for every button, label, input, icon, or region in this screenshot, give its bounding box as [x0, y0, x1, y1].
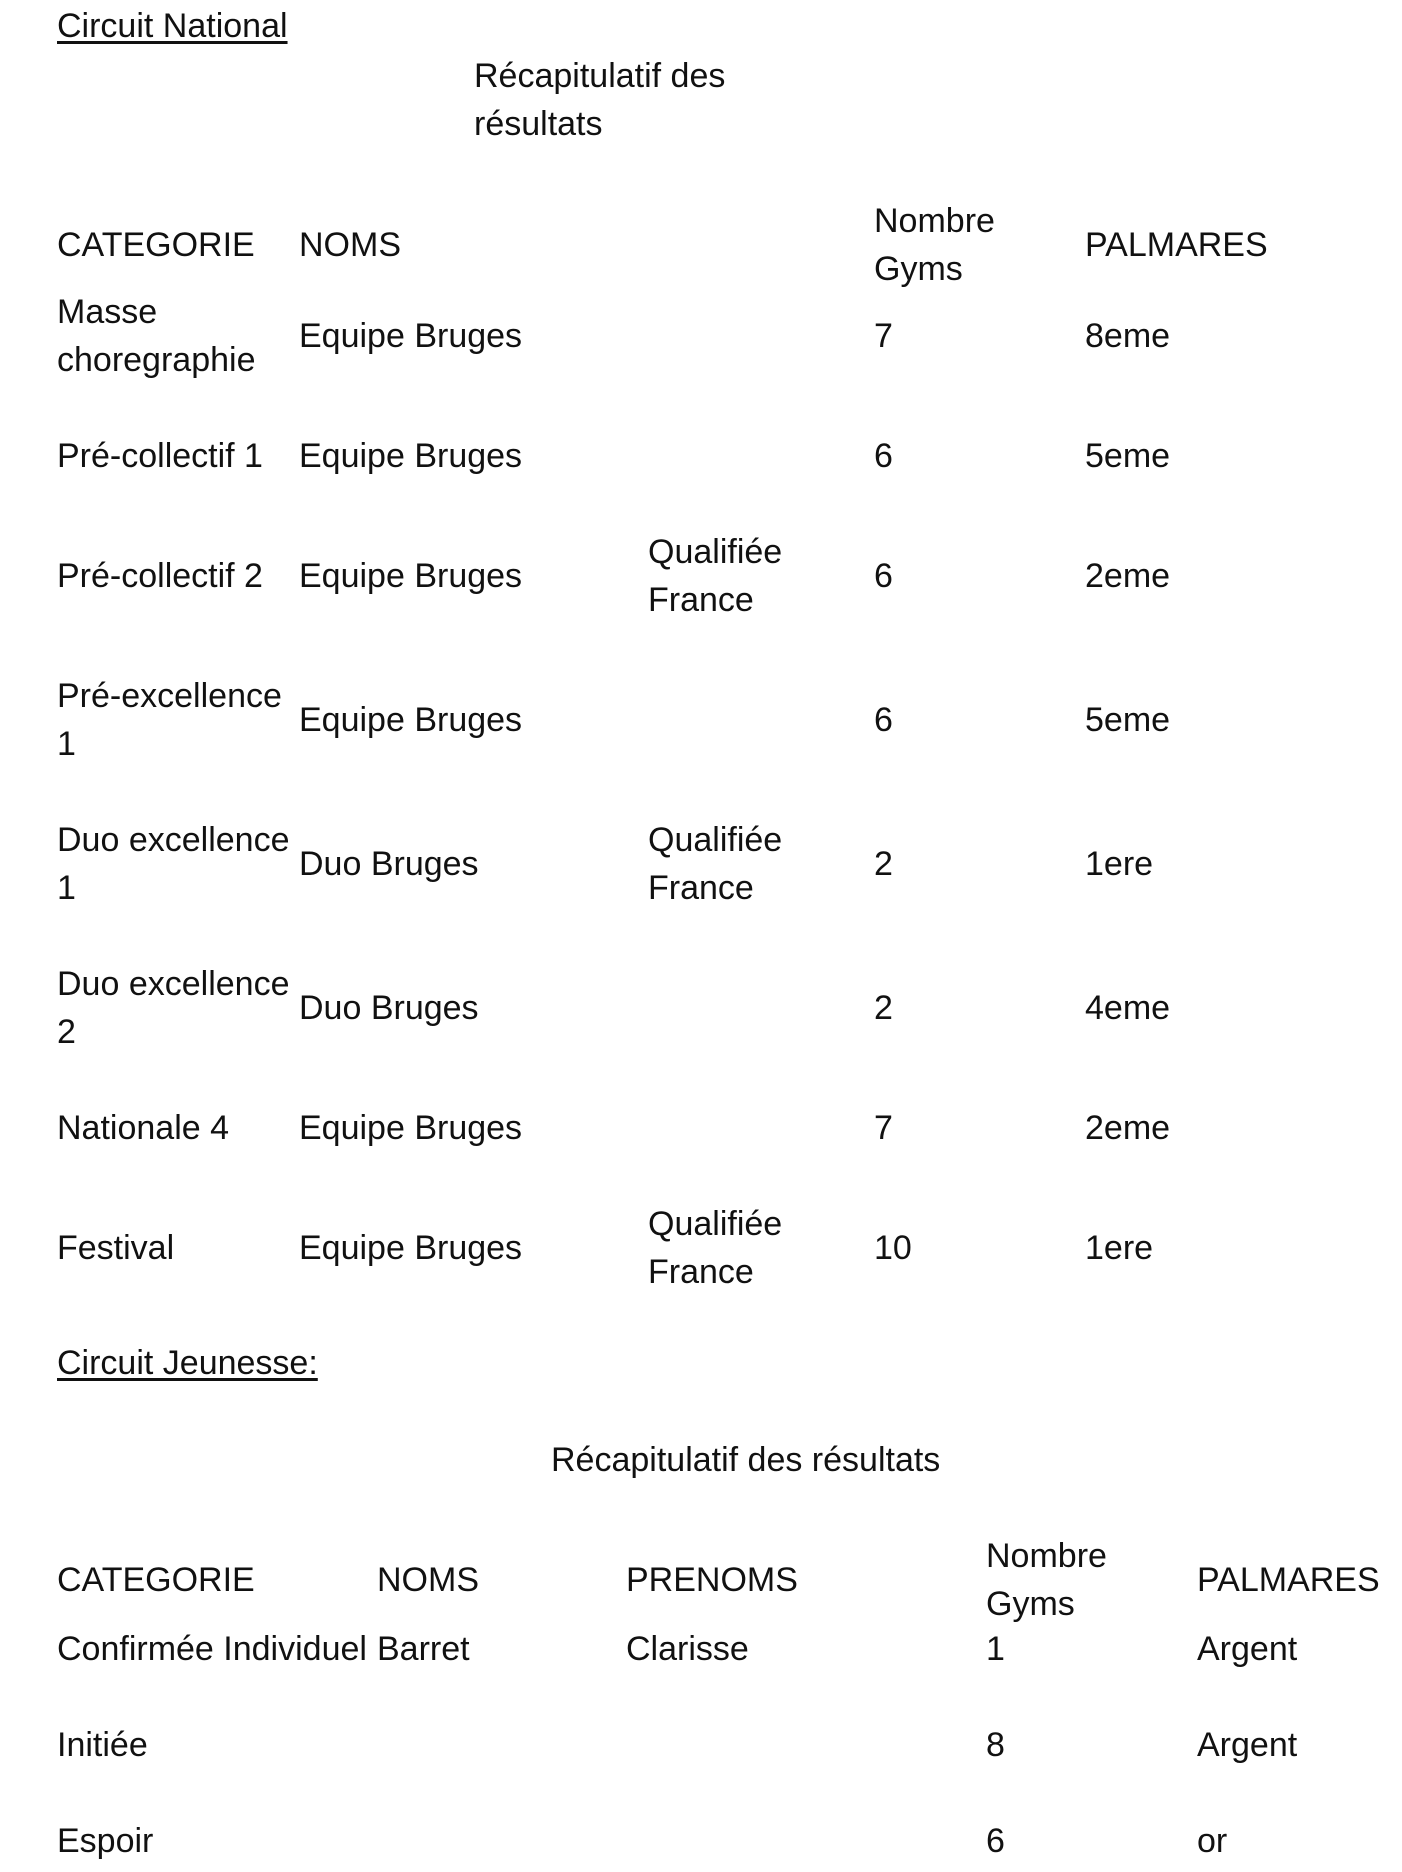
row-nombre: 6 — [874, 557, 893, 595]
row-palmares: Argent — [1197, 1726, 1298, 1764]
jeunesse-header-palmares: PALMARES — [1197, 1561, 1380, 1599]
national-header-nombre-line1: Nombre — [874, 202, 995, 240]
row-nom: Equipe Bruges — [299, 557, 523, 595]
jeunesse-header-nombre-line2: Gyms — [986, 1585, 1075, 1623]
row-nombre: 2 — [874, 989, 893, 1027]
row-qualification — [648, 1198, 782, 1298]
jeunesse-header-prenoms: PRENOMS — [626, 1561, 798, 1599]
row-categorie — [57, 406, 297, 506]
row-palmares: 1ere — [1085, 845, 1154, 883]
row-categorie: Confirmée Individuel — [57, 1630, 367, 1668]
row-nom: Equipe Bruges — [299, 317, 523, 355]
row-categorie: Initiée — [57, 1726, 148, 1764]
row-categorie-line2: choregraphie — [57, 341, 256, 379]
row-nombre: 6 — [874, 701, 893, 739]
row-nom: Barret — [377, 1630, 470, 1668]
row-categorie — [57, 670, 297, 770]
national-title-line2: résultats — [474, 105, 603, 143]
row-nombre: 2 — [874, 845, 893, 883]
circuit-jeunesse-heading: Circuit Jeunesse: — [57, 1344, 318, 1382]
national-header-noms: NOMS — [299, 226, 401, 264]
row-palmares: 5eme — [1085, 437, 1171, 475]
row-palmares: Argent — [1197, 1630, 1298, 1668]
row-qualification-line1: Qualifiée — [648, 1205, 783, 1243]
circuit-national-heading: Circuit National — [57, 7, 288, 45]
row-palmares: 4eme — [1085, 989, 1171, 1027]
row-categorie — [57, 1198, 297, 1298]
row-nom: Equipe Bruges — [299, 1229, 523, 1267]
row-nombre: 1 — [986, 1630, 1005, 1668]
row-nombre: 7 — [874, 1109, 893, 1147]
row-nom: Equipe Bruges — [299, 1109, 523, 1147]
jeunesse-title: Récapitulatif des résultats — [551, 1441, 941, 1479]
row-categorie-line1: Nationale 4 — [57, 1109, 230, 1147]
row-categorie-line1: Pré-excellence — [57, 677, 282, 715]
row-nombre: 7 — [874, 317, 893, 355]
jeunesse-header-nombre-line1: Nombre — [986, 1537, 1107, 1575]
row-qualification-line2: France — [648, 1253, 754, 1291]
row-nombre: 6 — [986, 1822, 1005, 1860]
row-qualification — [648, 814, 782, 914]
jeunesse-header-nombre — [986, 1530, 1107, 1630]
national-header-categorie: CATEGORIE — [57, 226, 255, 264]
row-categorie-line1: Duo excellence — [57, 821, 290, 859]
row-categorie — [57, 1078, 297, 1178]
row-palmares: or — [1197, 1822, 1228, 1860]
row-categorie — [57, 526, 297, 626]
row-palmares: 2eme — [1085, 557, 1171, 595]
row-qualification-line1: Qualifiée — [648, 821, 783, 859]
row-categorie: Espoir — [57, 1822, 154, 1860]
row-nom: Duo Bruges — [299, 845, 479, 883]
national-header-nombre-line2: Gyms — [874, 250, 963, 288]
row-categorie — [57, 814, 297, 914]
jeunesse-header-categorie: CATEGORIE — [57, 1561, 255, 1599]
row-prenom: Clarisse — [626, 1630, 749, 1668]
row-nom: Equipe Bruges — [299, 437, 523, 475]
row-nombre: 10 — [874, 1229, 912, 1267]
row-categorie-line2: 2 — [57, 1013, 76, 1051]
row-categorie-line1: Masse — [57, 293, 158, 331]
national-header-nombre — [874, 195, 995, 295]
row-categorie — [57, 958, 297, 1058]
row-palmares: 1ere — [1085, 1229, 1154, 1267]
national-title-line1: Récapitulatif des — [474, 57, 726, 95]
row-palmares: 8eme — [1085, 317, 1171, 355]
jeunesse-header-noms: NOMS — [377, 1561, 479, 1599]
row-categorie-line1: Pré-collectif 1 — [57, 437, 263, 475]
row-categorie — [57, 286, 297, 386]
row-palmares: 5eme — [1085, 701, 1171, 739]
row-categorie-line2: 1 — [57, 725, 76, 763]
row-nom: Equipe Bruges — [299, 701, 523, 739]
row-palmares: 2eme — [1085, 1109, 1171, 1147]
national-header-palmares: PALMARES — [1085, 226, 1268, 264]
row-nom: Duo Bruges — [299, 989, 479, 1027]
row-categorie-line1: Pré-collectif 2 — [57, 557, 263, 595]
row-nombre: 8 — [986, 1726, 1005, 1764]
row-qualification-line1: Qualifiée — [648, 533, 783, 571]
row-nombre: 6 — [874, 437, 893, 475]
row-categorie-line1: Festival — [57, 1229, 175, 1267]
row-qualification — [648, 526, 782, 626]
national-title — [474, 52, 725, 148]
row-qualification-line2: France — [648, 581, 754, 619]
row-qualification-line2: France — [648, 869, 754, 907]
row-categorie-line1: Duo excellence — [57, 965, 290, 1003]
row-categorie-line2: 1 — [57, 869, 76, 907]
